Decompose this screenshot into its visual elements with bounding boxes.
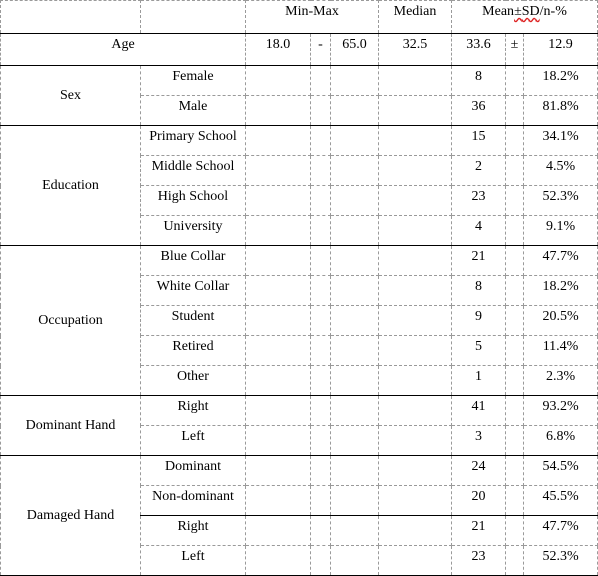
row-n: 1	[452, 366, 506, 396]
row-pct: 47.7%	[524, 516, 598, 546]
row-pct: 45.5%	[524, 486, 598, 516]
empty-cell	[331, 156, 379, 186]
age-label: Age	[1, 34, 246, 66]
header-min-max: Min-Max	[246, 1, 379, 34]
empty-cell	[331, 216, 379, 246]
empty-cell	[331, 246, 379, 276]
row-label: Non-dominant	[141, 486, 246, 516]
empty-cell	[246, 366, 311, 396]
empty-cell	[311, 96, 331, 126]
header-empty-cell	[141, 1, 246, 34]
empty-cell	[246, 246, 311, 276]
empty-cell	[331, 96, 379, 126]
empty-cell	[379, 66, 452, 96]
empty-cell	[331, 426, 379, 456]
row-label: Primary School	[141, 126, 246, 156]
empty-cell	[331, 486, 379, 516]
empty-cell	[379, 426, 452, 456]
header-row	[1, 1, 598, 34]
empty-cell	[246, 156, 311, 186]
empty-cell	[506, 96, 524, 126]
empty-cell	[506, 126, 524, 156]
empty-cell	[331, 516, 379, 546]
empty-cell	[246, 546, 311, 576]
row-label: Female	[141, 66, 246, 96]
empty-cell	[246, 516, 311, 546]
row-n: 23	[452, 546, 506, 576]
empty-cell	[246, 186, 311, 216]
empty-cell	[246, 426, 311, 456]
empty-cell	[331, 546, 379, 576]
header-n-pct-label: /n-%	[539, 4, 567, 19]
empty-cell	[379, 396, 452, 426]
empty-cell	[246, 216, 311, 246]
empty-cell	[506, 306, 524, 336]
empty-cell	[311, 156, 331, 186]
row-pct: 54.5%	[524, 456, 598, 486]
empty-cell	[246, 456, 311, 486]
row-pct: 6.8%	[524, 426, 598, 456]
empty-cell	[506, 486, 524, 516]
empty-cell	[311, 126, 331, 156]
row-label: Left	[141, 546, 246, 576]
group-label-education: Education	[1, 126, 141, 246]
age-pm: ±	[506, 34, 524, 66]
row-pct: 93.2%	[524, 396, 598, 426]
empty-cell	[311, 66, 331, 96]
empty-cell	[506, 426, 524, 456]
empty-cell	[331, 336, 379, 366]
empty-cell	[331, 456, 379, 486]
row-pct: 4.5%	[524, 156, 598, 186]
empty-cell	[311, 426, 331, 456]
row-n: 8	[452, 276, 506, 306]
empty-cell	[246, 126, 311, 156]
empty-cell	[311, 216, 331, 246]
row-n: 9	[452, 306, 506, 336]
empty-cell	[379, 156, 452, 186]
empty-cell	[379, 276, 452, 306]
empty-cell	[379, 216, 452, 246]
row-pct: 52.3%	[524, 546, 598, 576]
header-mean-label: Mean	[482, 4, 515, 19]
row-n: 4	[452, 216, 506, 246]
empty-cell	[379, 336, 452, 366]
empty-cell	[311, 276, 331, 306]
row-pct: 81.8%	[524, 96, 598, 126]
row-n: 21	[452, 246, 506, 276]
empty-cell	[311, 456, 331, 486]
row-n: 36	[452, 96, 506, 126]
group-label-dominant-hand: Dominant Hand	[1, 396, 141, 456]
header-mean-sd	[452, 1, 598, 34]
row-n: 5	[452, 336, 506, 366]
empty-cell	[331, 306, 379, 336]
row-label: White Collar	[141, 276, 246, 306]
empty-cell	[331, 276, 379, 306]
header-median: Median	[379, 1, 452, 34]
empty-cell	[379, 516, 452, 546]
row-pct: 18.2%	[524, 66, 598, 96]
row-n: 24	[452, 456, 506, 486]
empty-cell	[246, 96, 311, 126]
age-sd: 12.9	[524, 34, 598, 66]
row-n: 15	[452, 126, 506, 156]
empty-cell	[311, 186, 331, 216]
empty-cell	[246, 396, 311, 426]
row-n: 8	[452, 66, 506, 96]
empty-cell	[379, 456, 452, 486]
table-row	[1, 66, 598, 96]
empty-cell	[246, 306, 311, 336]
row-pct: 34.1%	[524, 126, 598, 156]
row-label: University	[141, 216, 246, 246]
group-label-sex: Sex	[1, 66, 141, 126]
row-label: Other	[141, 366, 246, 396]
empty-cell	[506, 336, 524, 366]
empty-cell	[379, 96, 452, 126]
empty-cell	[311, 366, 331, 396]
row-label: Dominant	[141, 456, 246, 486]
row-pct: 18.2%	[524, 276, 598, 306]
row-label: Left	[141, 426, 246, 456]
empty-cell	[311, 336, 331, 366]
empty-cell	[506, 516, 524, 546]
empty-cell	[311, 546, 331, 576]
age-mean: 33.6	[452, 34, 506, 66]
row-pct: 20.5%	[524, 306, 598, 336]
empty-cell	[379, 306, 452, 336]
row-pct: 52.3%	[524, 186, 598, 216]
row-label: Blue Collar	[141, 246, 246, 276]
row-n: 3	[452, 426, 506, 456]
age-dash: -	[311, 34, 331, 66]
empty-cell	[311, 306, 331, 336]
empty-cell	[331, 396, 379, 426]
empty-cell	[506, 156, 524, 186]
row-label: High School	[141, 186, 246, 216]
row-n: 41	[452, 396, 506, 426]
empty-cell	[506, 456, 524, 486]
empty-cell	[379, 366, 452, 396]
empty-cell	[311, 396, 331, 426]
empty-cell	[311, 246, 331, 276]
empty-cell	[246, 276, 311, 306]
group-label-occupation: Occupation	[1, 246, 141, 396]
empty-cell	[331, 126, 379, 156]
age-min: 18.0	[246, 34, 311, 66]
empty-cell	[379, 126, 452, 156]
empty-cell	[379, 486, 452, 516]
empty-cell	[506, 186, 524, 216]
row-label: Male	[141, 96, 246, 126]
row-label: Retired	[141, 336, 246, 366]
table-row	[1, 246, 598, 276]
header-empty-cell	[1, 1, 141, 34]
age-row	[1, 34, 598, 66]
empty-cell	[311, 516, 331, 546]
empty-cell	[311, 486, 331, 516]
empty-cell	[506, 216, 524, 246]
row-n: 23	[452, 186, 506, 216]
row-label: Right	[141, 516, 246, 546]
header-pm-symbol: ±	[514, 4, 522, 19]
age-max: 65.0	[331, 34, 379, 66]
row-pct: 11.4%	[524, 336, 598, 366]
empty-cell	[506, 66, 524, 96]
row-label: Student	[141, 306, 246, 336]
empty-cell	[506, 366, 524, 396]
empty-cell	[246, 486, 311, 516]
empty-cell	[379, 186, 452, 216]
empty-cell	[379, 246, 452, 276]
row-pct: 9.1%	[524, 216, 598, 246]
row-pct: 2.3%	[524, 366, 598, 396]
table-row	[1, 396, 598, 426]
group-label-damaged-hand: Damaged Hand	[1, 456, 141, 576]
empty-cell	[331, 366, 379, 396]
table-row	[1, 126, 598, 156]
empty-cell	[506, 396, 524, 426]
row-n: 21	[452, 516, 506, 546]
row-n: 20	[452, 486, 506, 516]
empty-cell	[506, 246, 524, 276]
empty-cell	[506, 546, 524, 576]
row-n: 2	[452, 156, 506, 186]
empty-cell	[331, 66, 379, 96]
empty-cell	[331, 186, 379, 216]
row-label: Middle School	[141, 156, 246, 186]
row-label: Right	[141, 396, 246, 426]
empty-cell	[246, 336, 311, 366]
age-median: 32.5	[379, 34, 452, 66]
header-sd-label: SD	[521, 4, 540, 19]
empty-cell	[506, 276, 524, 306]
row-pct: 47.7%	[524, 246, 598, 276]
table-row	[1, 456, 598, 486]
empty-cell	[246, 66, 311, 96]
empty-cell	[379, 546, 452, 576]
